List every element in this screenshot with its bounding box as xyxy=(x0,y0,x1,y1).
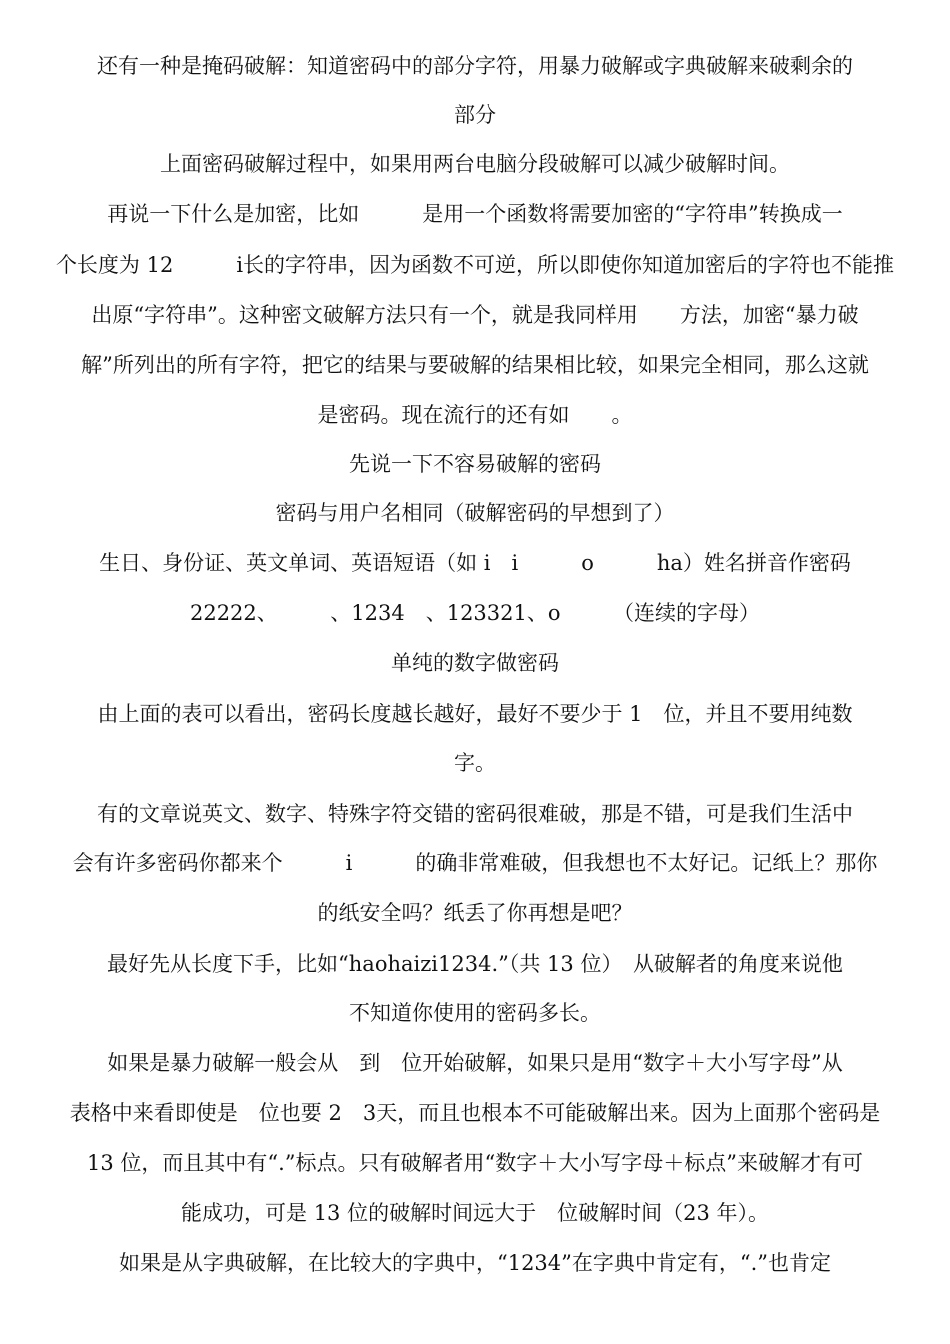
list-item: 密码与用户名相同（破解密码的早想到了） xyxy=(275,501,675,525)
paragraph-line: 能成功，可是 13 位的破解时间远大于 位破解时间（23 年）。 xyxy=(181,1201,769,1225)
paragraph-line: 最好先从长度下手，比如“haohaizi1234.”（共 13 位） 从破解者的角度来说他 xyxy=(107,952,843,976)
paragraph-line: 的纸安全吗？纸丢了你再想是吧？ xyxy=(317,901,633,925)
section-heading: 先说一下不容易破解的密码 xyxy=(349,452,601,476)
paragraph-line: 由上面的表可以看出，密码长度越长越好，最好不要少于 1 位，并且不要用纯数 xyxy=(97,702,853,726)
paragraph-line: 出原“字符串”。这种密文破解方法只有一个，就是我同样用 方法，加密“暴力破 xyxy=(91,303,859,327)
paragraph-line: 13 位，而且其中有“.”标点。只有破解者用“数字＋大小写字母＋标点”来破解才有可 xyxy=(86,1151,863,1175)
paragraph-line: 有的文章说英文、数字、特殊字符交错的密码很难破，那是不错，可是我们生活中 xyxy=(97,802,853,826)
list-item: 单纯的数字做密码 xyxy=(391,651,559,675)
paragraph-line: 是密码。现在流行的还有如 。 xyxy=(317,403,633,427)
paragraph-line: 个长度为 12 i长的字符串，因为函数不可逆，所以即使你知道加密后的字符也不能推 xyxy=(55,253,895,277)
paragraph-line: 字。 xyxy=(454,751,496,775)
list-item: 生日、身份证、英文单词、英语短语（如 i i o ha）姓名拼音作密码 xyxy=(99,551,851,575)
paragraph-line: 还有一种是掩码破解：知道密码中的部分字符，用暴力破解或字典破解来破剩余的 xyxy=(97,54,853,78)
paragraph-line: 部分 xyxy=(454,103,496,127)
list-item: 22222、 、1234 、123321、o （连续的字母） xyxy=(189,601,761,625)
paragraph-line: 表格中来看即使是 位也要 2 3天，而且也根本不可能破解出来。因为上面那个密码是 xyxy=(69,1101,881,1125)
paragraph-line: 如果是暴力破解一般会从 到 位开始破解，如果只是用“数字＋大小写字母”从 xyxy=(107,1051,843,1075)
paragraph-line: 解”所列出的所有字符，把它的结果与要破解的结果相比较，如果完全相同，那么这就 xyxy=(81,353,869,377)
paragraph-line: 如果是从字典破解，在比较大的字典中，“1234”在字典中肯定有，“.”也肯定 xyxy=(118,1251,832,1275)
paragraph-line: 再说一下什么是加密，比如 是用一个函数将需要加密的“字符串”转换成一 xyxy=(107,202,843,226)
paragraph-line: 不知道你使用的密码多长。 xyxy=(349,1001,601,1025)
paragraph-line: 会有许多密码你都来个 i 的确非常难破，但我想也不太好记。记纸上？那你 xyxy=(72,851,878,875)
paragraph-line: 上面密码破解过程中，如果用两台电脑分段破解可以减少破解时间。 xyxy=(160,152,790,176)
